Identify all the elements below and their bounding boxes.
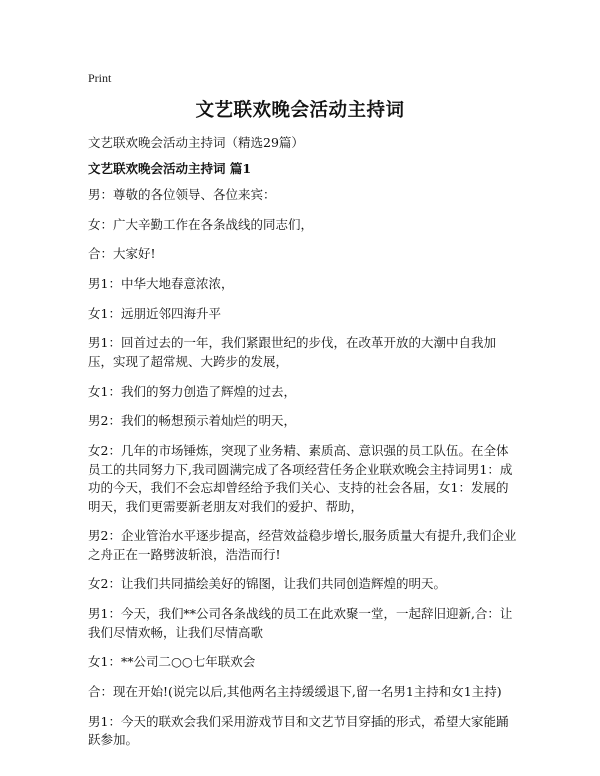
subtitle: 文艺联欢晚会活动主持词（精选29篇）: [88, 135, 304, 150]
paragraph: 女1：我们的努力创造了辉煌的过去，: [88, 383, 296, 399]
paragraph: 合：大家好!: [88, 246, 156, 262]
paragraph: 合：现在开始!(说完以后,其他两名主持缓缓退下,留一名男1主持和女1主持): [88, 683, 502, 699]
paragraph: 女2：让我们共同描绘美好的锦图，让我们共同创造辉煌的明天。: [88, 576, 446, 592]
paragraph: 女：广大辛勤工作在各条战线的同志们，: [88, 216, 314, 232]
paragraph-list: [88, 186, 518, 761]
page-title: 文艺联欢晚会活动主持词: [195, 100, 405, 121]
paragraph: 男：尊敬的各位领导、各位来宾：: [88, 187, 276, 202]
paragraph: 男1：今天，我们**公司各条战线的员工在此欢聚一堂，一起辞旧迎新,合：让我们尽情欢畅，让我们尽情高歌: [88, 606, 513, 640]
paragraph: 男2：我们的畅想预示着灿烂的明天，: [88, 413, 296, 429]
paragraph: 女2：几年的市场锤炼，突现了业务精、素质高、意识强的员工队伍。在全体员工的共同努力下,我司圆满完成了各项经营任务企业联欢晚会主持词男1：成功的今天，我们不会忘却曾经给予我们关心、支持的社会各届，女1：发展的明天，我们更需要新老朋友对我们的爱护、帮助，: [88, 443, 513, 514]
paragraph: 男2：企业管治水平逐步提高，经营效益稳步增长,服务质量大有提升,我们企业之舟正在一路劈波斩浪，浩浩而行!: [88, 528, 517, 562]
paragraph: 女1：**公司二○○七年联欢会: [88, 654, 256, 670]
paragraph: 女1：远朋近邻四海升平: [88, 305, 221, 321]
section-heading: 文艺联欢晚会活动主持词 篇1: [88, 161, 252, 176]
paragraph: 男1：中华大地春意浓浓，: [88, 276, 234, 292]
paragraph: 男1：回首过去的一年，我们紧跟世纪的步伐，在改革开放的大潮中自我加压，实现了超常规、大跨步的发展，: [88, 335, 496, 369]
paragraph: 男1：今天的联欢会我们采用游戏节目和文艺节目穿插的形式，希望大家能踊跃参加。: [88, 713, 509, 748]
print-link[interactable]: Print: [88, 71, 112, 85]
